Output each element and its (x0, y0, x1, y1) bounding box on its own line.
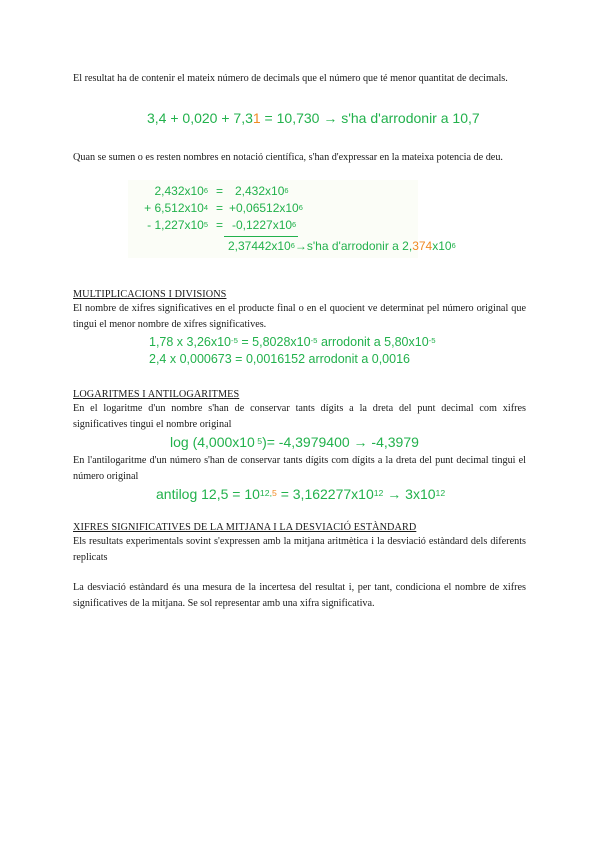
formula-log-pre: log (4,000x10 (170, 434, 255, 450)
paragraph-deviation: La desviació estàndard és una mesura de la incertesa del resultat i, per tant, condiciona el nombre de xifres significatives de la mitjana. Se sol representar amb una xifra significativa. (73, 582, 526, 609)
paragraph-multiplications: El nombre de xifres significatives en el producte final o en el quocient ve determinat pel número original que tingui el menor nombre de xifres significatives. (73, 303, 526, 330)
formula-addition-pre: 3,4 + 0,020 + 7,3 (147, 110, 253, 126)
formula-mult-exp1: -5 (231, 336, 238, 345)
sum-row-1-right-exp: 6 (284, 186, 289, 195)
formula-antilog-post: → 3x10 (383, 486, 436, 502)
sum-row-3-left-exp: 5 (203, 220, 208, 229)
sum-row-2-left-exp: 4 (203, 203, 208, 212)
formula-mult-exp3: -5 (428, 336, 436, 345)
sum-row-1-left: 2,432x10 (154, 184, 204, 198)
sum-row-2-eq: = (216, 201, 224, 215)
sum-underline (224, 236, 298, 237)
formula-addition (147, 110, 480, 126)
sum-row-3-eq: = (216, 218, 224, 232)
sum-result-post: x10 (432, 239, 452, 253)
formula-multiplication (149, 334, 436, 350)
sum-row-1-right: 2,432x10 (235, 184, 285, 198)
paragraph-logarithm: En el logaritme d'un nombre s'han de conservar tants dígits a la dreta del punt decimal com xifres significatives tingui el nombre original (73, 403, 526, 430)
formula-antilog-exp2: 12 (373, 488, 384, 498)
formula-antilog-mid: = 3,162277x10 (276, 486, 374, 502)
sum-row-1-eq: = (216, 184, 224, 198)
formula-log (170, 434, 419, 450)
sum-row-3-right: -0,1227x10 (232, 218, 293, 232)
sum-result-mid: →s'ha d'arrodonir a 2, (294, 239, 413, 253)
formula-antilog-exp3: 12 (435, 488, 446, 498)
formula-mult-mid: = 5,8028x10 (237, 335, 311, 349)
formula-addition-orange: 1 (252, 110, 261, 126)
formula-addition-post: = 10,730 → s'ha d'arrodonir a 10,7 (260, 110, 480, 126)
sum-row-2-right: +0,06512x10 (229, 201, 299, 215)
sum-result-post-exp: 6 (451, 241, 456, 250)
paragraph-antilogarithm: En l'antilogaritme d'un número s'han de conservar tants dígits com dígits a la dreta del punt decimal tingui el número original (73, 455, 526, 482)
formula-log-post: )= -4,3979400 → -4,3979 (262, 434, 419, 450)
formula-division: 2,4 x 0,000673 = 0,0016152 arrodonit a 0,0016 (149, 352, 410, 366)
sum-row-2-left: + 6,512x10 (144, 201, 204, 215)
paragraph-mean: Els resultats experimentals sovint s'expressen amb la mitjana aritmètica i la desviació estàndard dels diferents replicats (73, 536, 526, 563)
paragraph-scientific: Quan se sumen o es resten nombres en notació científica, s'han d'expressar en la mateixa potencia de deu. (73, 152, 503, 163)
formula-antilog-pre: antilog 12,5 = 10 (156, 486, 260, 502)
formula-mult-pre: 1,78 x 3,26x10 (149, 335, 232, 349)
sum-row-3-left: - 1,227x10 (147, 218, 204, 232)
paragraph-decimals: El resultat ha de contenir el mateix número de decimals que el número que té menor quantitat de decimals. (73, 73, 508, 84)
heading-multiplications: MULTIPLICACIONS I DIVISIONS (73, 289, 227, 300)
formula-antilog-exp1: 12, (259, 488, 272, 498)
sum-result-value: 2,37442x10 (228, 239, 291, 253)
formula-antilog-exp1-orange: 5 (271, 488, 277, 498)
sum-row-1-left-exp: 6 (203, 186, 208, 195)
formula-log-exp: 5 (254, 436, 263, 446)
sum-row-2-right-exp: 6 (298, 203, 303, 212)
formula-mult-exp2: -5 (310, 336, 318, 345)
sum-row-3-right-exp: 6 (292, 220, 297, 229)
formula-mult-mid2: arrodonit a 5,80x10 (317, 335, 429, 349)
heading-mean-deviation: XIFRES SIGNIFICATIVES DE LA MITJANA I LA DESVIACIÓ ESTÀNDARD (73, 522, 417, 533)
sum-result-orange: 374 (412, 239, 433, 253)
sum-result (228, 239, 456, 254)
formula-antilog (156, 486, 445, 502)
heading-logarithms: LOGARITMES I ANTILOGARITMES (73, 389, 240, 400)
sum-result-exp: 6 (290, 241, 295, 250)
